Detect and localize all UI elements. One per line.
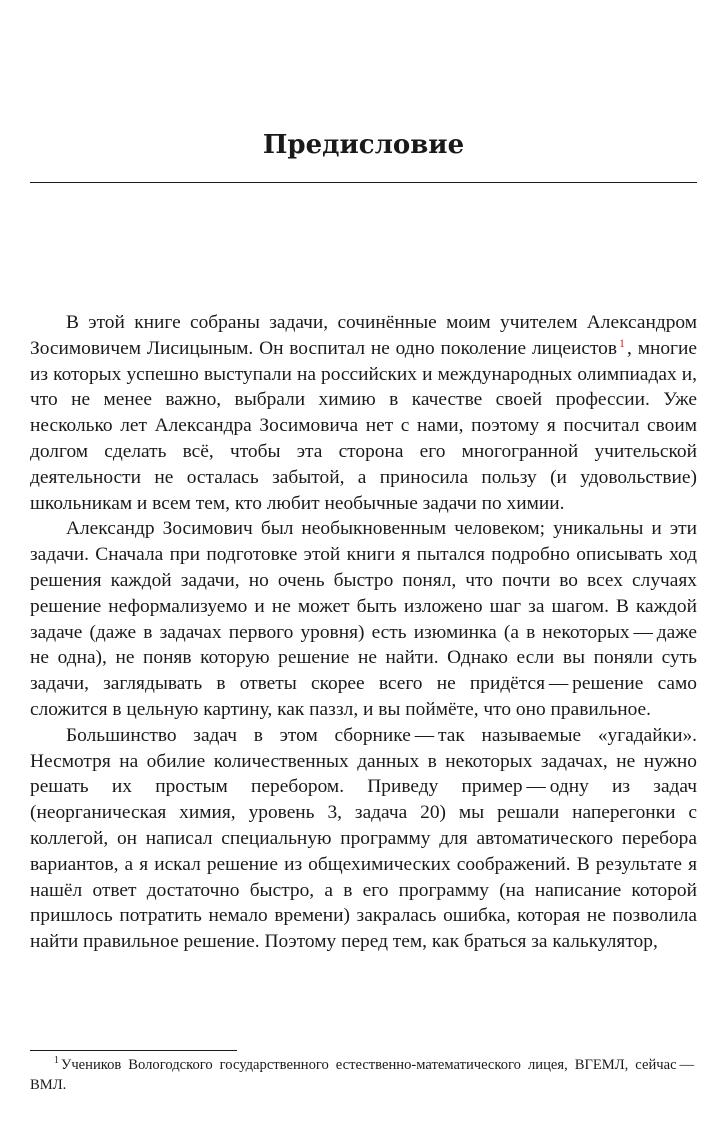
page-title: Предисловие (262, 130, 465, 160)
paragraph-1-start: В этой книге собраны задачи, сочинённые моим учителем Александром Зосимовичем Лисицыным. Он воспитал не одно поколение лицеистов (30, 312, 697, 359)
preface-body (30, 310, 697, 955)
paragraph-1-end: , многие из которых успешно выступали на российских и международных олимпиадах и, что не менее важно, выбрали химию в качестве своей профессии. Уже несколько лет Александра Зосимовича нет с нами, поэтому я посчитал своим долгом сделать всё, чтобы эта сторона его многогранной учительской деятельности не осталась забытой, а приносила пользу (и удовольствие) школьникам и всем тем, кто любит необычные задачи по химии. (30, 337, 697, 514)
paragraph-1 (30, 310, 697, 516)
title-rule (30, 182, 697, 183)
footnote-text: Учеников Вологодского государственного естественно-математического лицея, ВГЕМЛ, сейчас — ВМЛ. (30, 1057, 697, 1093)
paragraph-2: Александр Зосимович был необыкновенным человеком; уникальны и эти задачи. Сначала при подготовке этой книги я пытался подробно описывать ход решения каждой задачи, но очень быстро понял, что почти во всех случаях решение неформализуемо и не может быть изложено шаг за шагом. В каждой задаче (даже в задачах первого уровня) есть изюминка (а в некоторых — даже не одна), не поняв которую решение не найти. Однако если вы поняли суть задачи, заглядывать в ответы скорее всего не придётся — решение само сложится в цельную картину, как паззл, и вы поймёте, что оно правильное. (30, 518, 697, 720)
footnote-reference-link[interactable]: 1 (619, 335, 626, 350)
footnote (30, 1055, 697, 1095)
footnote-mark: 1 (54, 1055, 59, 1066)
footnote-separator (30, 1050, 237, 1051)
paragraph-3: Большинство задач в этом сборнике — так называемые «угадайки». Несмотря на обилие количественных данных в некоторых задачах, не нужно решать их простым перебором. Приведу пример — одну из задач (неорганическая химия, уровень 3, задача 20) мы решали наперегонки с коллегой, он написал специальную программу для автоматического перебора вариантов, а я искал решение из общехимических соображений. В результате я нашёл ответ достаточно быстро, а в его программу (на написание которой пришлось потратить немало времени) закралась ошибка, которая не позволила найти правильное решение. Поэтому перед тем, как браться за калькулятор, (30, 724, 697, 953)
